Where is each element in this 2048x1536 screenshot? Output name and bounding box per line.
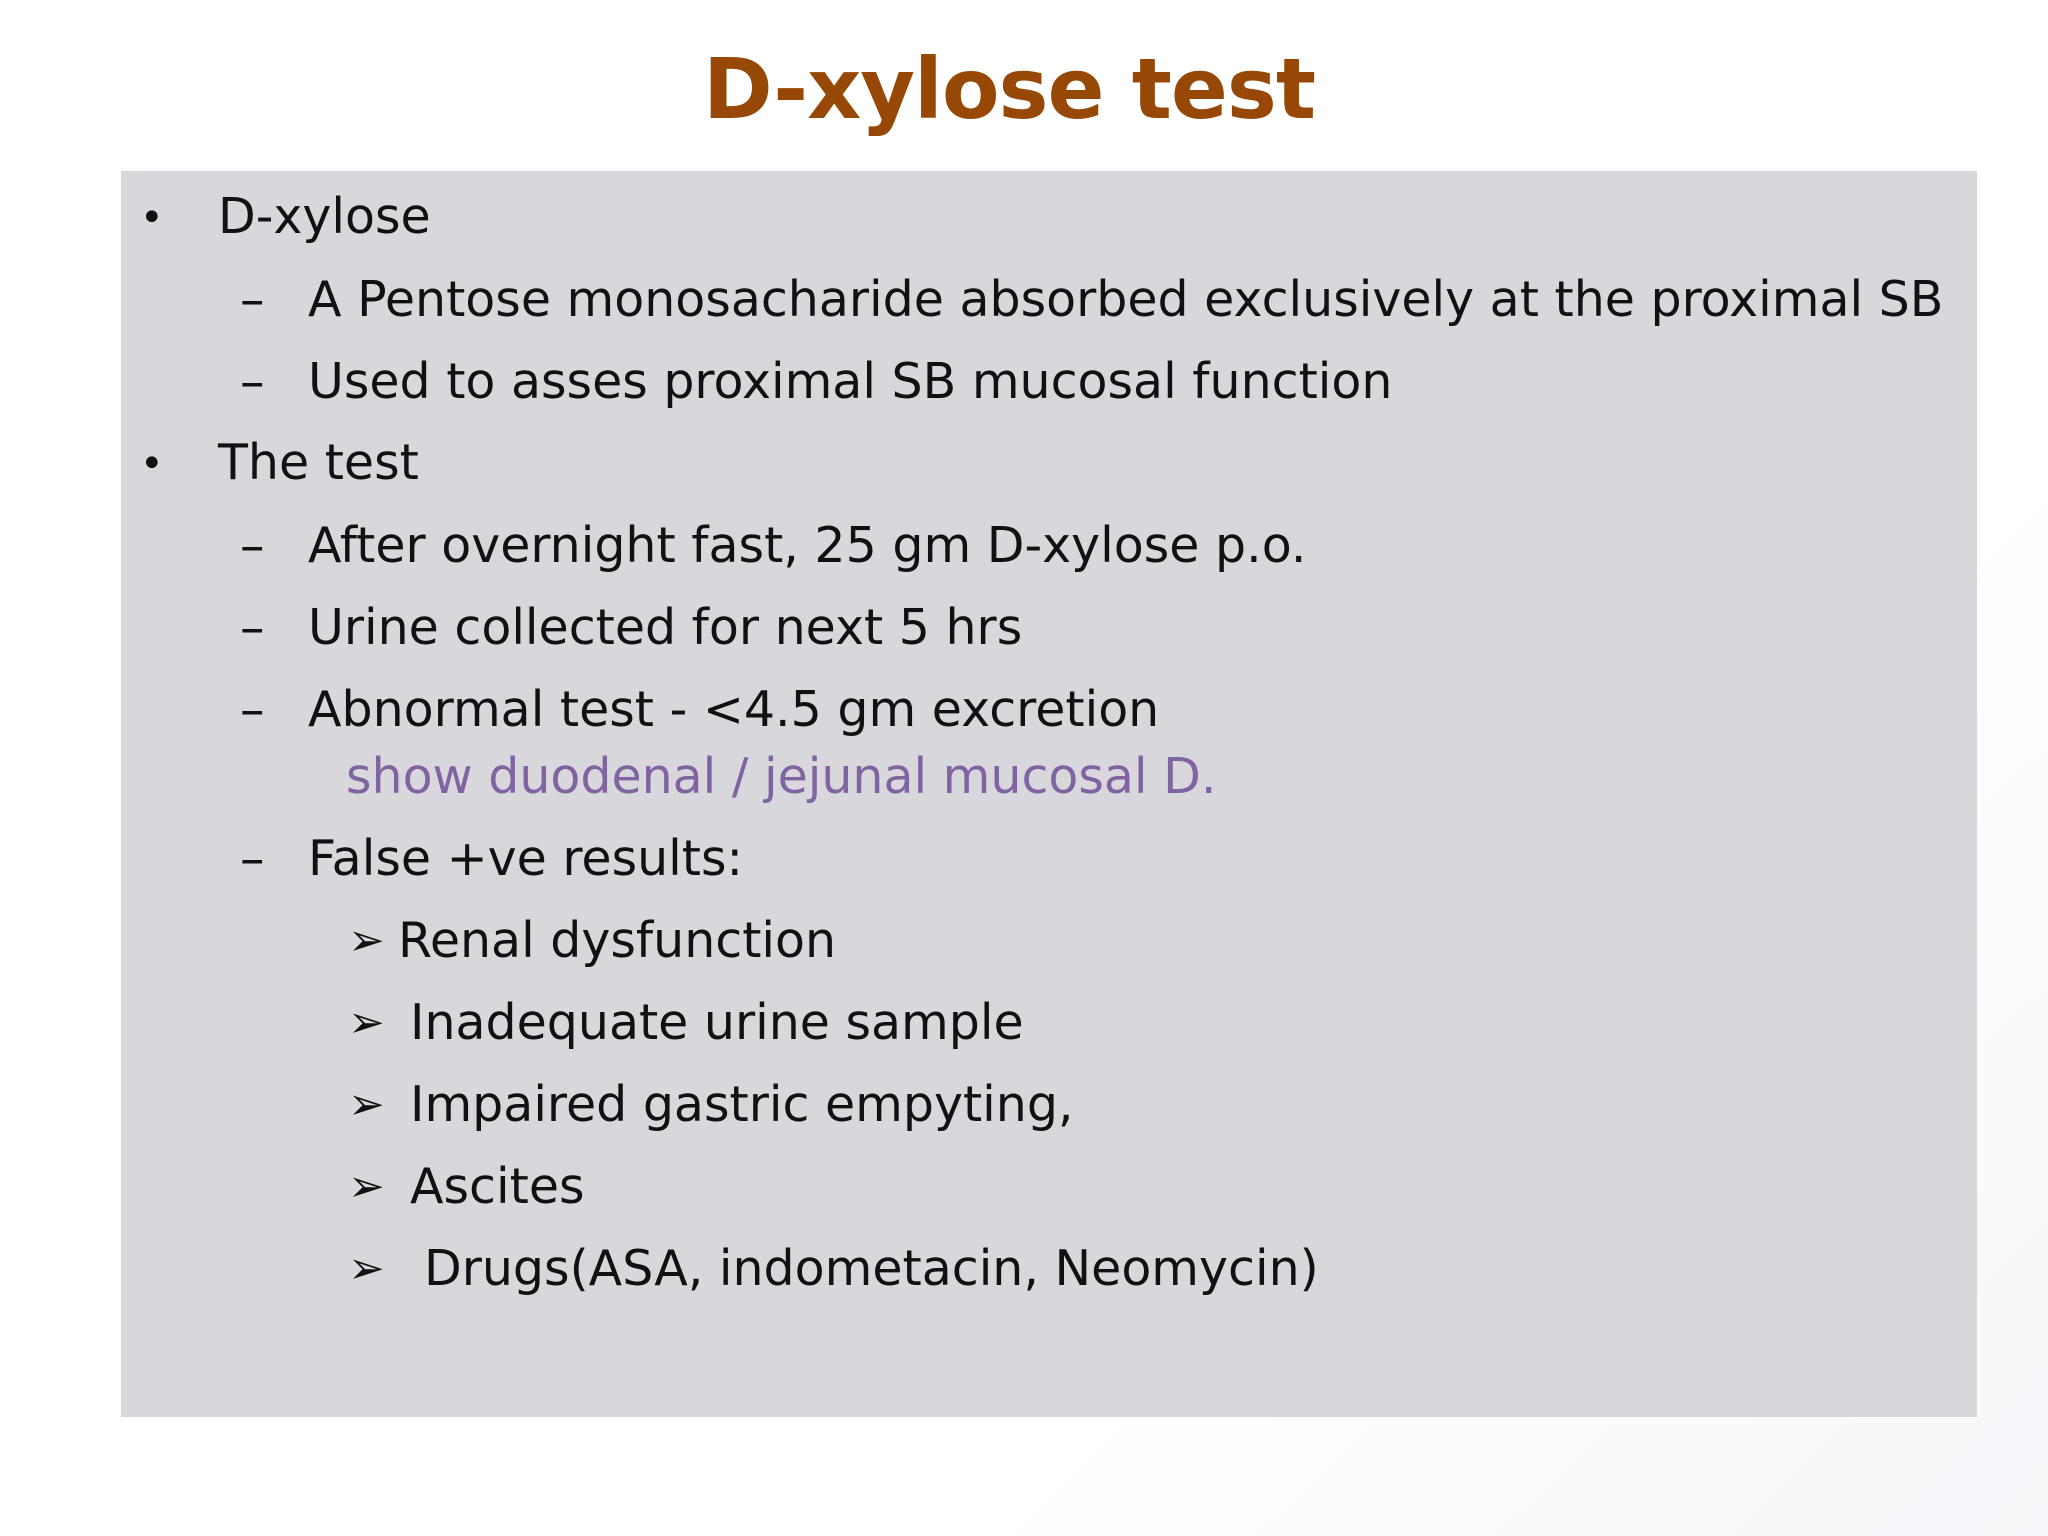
list-item-ascites: Ascites xyxy=(410,1158,585,1215)
bullet-marker: • xyxy=(140,195,164,241)
sub-item-overnight-fast: After overnight fast, 25 gm D-xylose p.o. xyxy=(308,517,1307,574)
sub-item-urine-collected: Urine collected for next 5 hrs xyxy=(308,599,1023,656)
slide-title: D-xylose test xyxy=(702,40,1316,138)
arrow-bullet-icon: ➢ xyxy=(348,1243,385,1294)
sub-item-note-mucosal: show duodenal / jejunal mucosal D. xyxy=(346,748,1217,805)
bullet-item-the-test: The test xyxy=(218,434,419,491)
sub-item-pentose: A Pentose monosacharide absorbed exclusively at the proximal SB xyxy=(308,271,1944,328)
sub-item-false-positive: False +ve results: xyxy=(308,830,744,887)
bullet-marker: • xyxy=(140,441,164,487)
dash-marker: – xyxy=(240,830,265,887)
arrow-bullet-icon: ➢ xyxy=(348,1161,385,1212)
list-item-renal: Renal dysfunction xyxy=(398,912,837,969)
dash-marker: – xyxy=(240,517,265,574)
dash-marker: – xyxy=(240,681,265,738)
sub-item-assess-function: Used to asses proximal SB mucosal function xyxy=(308,353,1393,410)
arrow-bullet-icon: ➢ xyxy=(348,915,385,966)
dash-marker: – xyxy=(240,599,265,656)
list-item-urine-sample: Inadequate urine sample xyxy=(410,994,1024,1051)
bullet-item-d-xylose: D-xylose xyxy=(218,188,431,245)
sub-item-abnormal-test: Abnormal test - <4.5 gm excretion xyxy=(308,681,1160,738)
list-item-gastric: Impaired gastric empyting, xyxy=(410,1076,1074,1133)
list-item-drugs: Drugs(ASA, indometacin, Neomycin) xyxy=(424,1240,1319,1297)
arrow-bullet-icon: ➢ xyxy=(348,997,385,1048)
dash-marker: – xyxy=(240,271,265,328)
arrow-bullet-icon: ➢ xyxy=(348,1079,385,1130)
dash-marker: – xyxy=(240,353,265,410)
